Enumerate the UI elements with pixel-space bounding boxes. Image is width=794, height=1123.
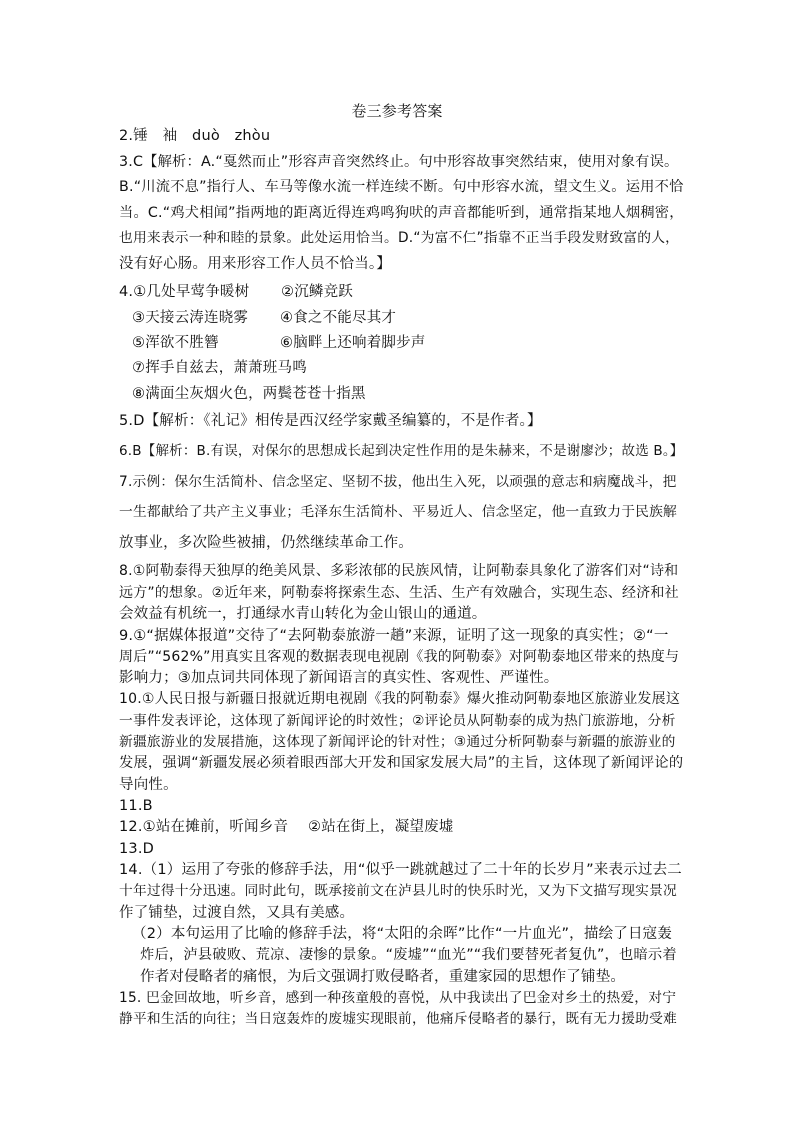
- answer-line: 10.①人民日报与新疆日报就近期电视剧《我的阿勒泰》爆火推动阿勒泰地区旅游业发展这: [119, 691, 681, 707]
- q4-row: ⑦挥手自兹去，萧萧班马鸣: [132, 360, 307, 376]
- answer-line: 6.B【解析：B.有误，对保尔的思想成长起到决定性作用的是朱赫来，不是谢廖沙；故选 B。】: [119, 443, 684, 459]
- page-title: 卷三参考答案: [351, 102, 443, 120]
- answer-line: 7.示例：保尔生活简朴、信念坚定、坚韧不拔，他出生入死，以顽强的意志和病魔战斗，把: [119, 474, 677, 490]
- answer-line: 发展，强调“新疆发展必须着眼西部大开发和国家发展大局”的主旨，这体现了新闻评论的: [119, 755, 684, 771]
- answer-line: 作了铺垫，过渡自然，又具有美感。: [119, 905, 355, 921]
- answer-line: 2.锤 袖 duò zhòu: [119, 128, 271, 144]
- q4-item: ④食之不能尽其才: [280, 310, 397, 326]
- q4-row: ⑧满面尘灰烟火色，两鬓苍苍十指黑: [132, 386, 366, 402]
- answer-line: 15. 巴金回故地，听乡音，感到一种孩童般的喜悦，从中我读出了巴金对乡土的热爱，对宁: [119, 990, 677, 1006]
- answer-line: 作者对侵略者的痛恨，为后文强调打败侵略者，重建家园的思想作了铺垫。: [140, 969, 626, 985]
- answer-line: 新疆旅游业的发展措施，这体现了新闻评论的针对性；③通过分析阿勒泰与新疆的旅游业的: [119, 734, 676, 750]
- answer-line: 会效益有机统一，打通绿水青山转化为金山银山的通道。: [119, 606, 487, 622]
- answer-line: 8.①阿勒泰得天独厚的绝美风景、多彩浓郁的民族风情，让阿勒泰具象化了游客们对“诗和: [119, 563, 679, 579]
- q4-row: [119, 283, 353, 301]
- answer-line: 十年过得十分迅速。同时此句，既承接前文在泸县儿时的快乐时光，又为下文描写现实景况: [119, 883, 678, 899]
- answer-line: 也用来表示一种和睦的景象。此处运用恰当。D.“为富不仁”指靠不正当手段发财致富的人，: [119, 230, 680, 246]
- answer-line: B.“川流不息”指行人、车马等像水流一样连续不断。句中形容水流，望文生义。运用不恰: [119, 179, 684, 195]
- q4-item: 4.①几处早莺争暖树: [119, 284, 250, 300]
- answer-line: 5.D【解析：《礼记》相传是西汉经学家戴圣编纂的，不是作者。】: [119, 413, 542, 429]
- q4-item: ⑤浑欲不胜簪: [132, 335, 219, 351]
- answer-line: 当。C.“鸡犬相闻”指两地的距离近得连鸡鸣狗吠的声音都能听到，通常指某地人烟稠密，: [119, 205, 684, 221]
- q4-item: ③天接云涛连晓雾: [132, 310, 249, 326]
- answer-line: 没有好心肠。用来形容工作人员不恰当。】: [119, 256, 392, 272]
- answer-line: 炸后，泸县破败、荒凉、凄惨的景象。“废墟”“血光”“我们要替死者复仇”，也暗示着: [140, 947, 677, 963]
- answer-line: 14.（1）运用了夸张的修辞手法，用“似乎一跳就越过了二十年的长岁月”来表示过去二: [119, 862, 683, 878]
- answer-line: 影响力；③加点词共同体现了新闻语言的真实性、客观性、严谨性。: [119, 670, 559, 686]
- answer-line: 11.B: [119, 798, 153, 814]
- answer-line: （2）本句运用了比喻的修辞手法，将“太阳的余晖”比作“一片血光”，描绘了日寇轰: [132, 926, 673, 942]
- answer-line: 周后”“562%”用真实且客观的数据表现电视剧《我的阿勒泰》对阿勒泰地区带来的热度与: [119, 649, 680, 665]
- answer-line: 放事业，多次险些被捕，仍然继续革命工作。: [119, 535, 413, 551]
- answer-line: 远方”的想象。②近年来，阿勒泰将探索生态、生活、生产有效融合，实现生态、经济和社: [119, 585, 679, 601]
- q4-item: ⑥脑畔上还响着脚步声: [280, 335, 426, 351]
- q12-item: ②站在街上，凝望废墟: [308, 819, 454, 835]
- answer-line: 导向性。: [119, 777, 178, 793]
- answer-line: 一生都献给了共产主义事业；毛泽东生活简朴、平易近人、信念坚定，他一直致力于民族解: [119, 504, 678, 520]
- answer-line: 13.D: [119, 841, 155, 857]
- q4-row: [132, 309, 396, 327]
- answer-line: 9.①“据媒体报道”交待了“去阿勒泰旅游一趟”来源，证明了这一现象的真实性；②“一: [119, 628, 669, 644]
- q4-item: ②沉鳞竞跃: [281, 284, 353, 300]
- q4-row: [132, 334, 426, 352]
- q12-row: [119, 818, 454, 836]
- q12-item: 12.①站在摊前，听闻乡音: [119, 819, 289, 835]
- answer-line: 一事件发表评论，这体现了新闻评论的时效性；②评论员从阿勒泰的成为热门旅游地，分析: [119, 713, 676, 729]
- answer-line: 3.C【解析：A.“戛然而止”形容声音突然终止。句中形容故事突然结束，使用对象有误。: [119, 154, 679, 170]
- answer-line: 静平和生活的向往；当日寇轰炸的废墟实现眼前，他痛斥侵略者的暴行，既有无力援助受难: [119, 1011, 678, 1027]
